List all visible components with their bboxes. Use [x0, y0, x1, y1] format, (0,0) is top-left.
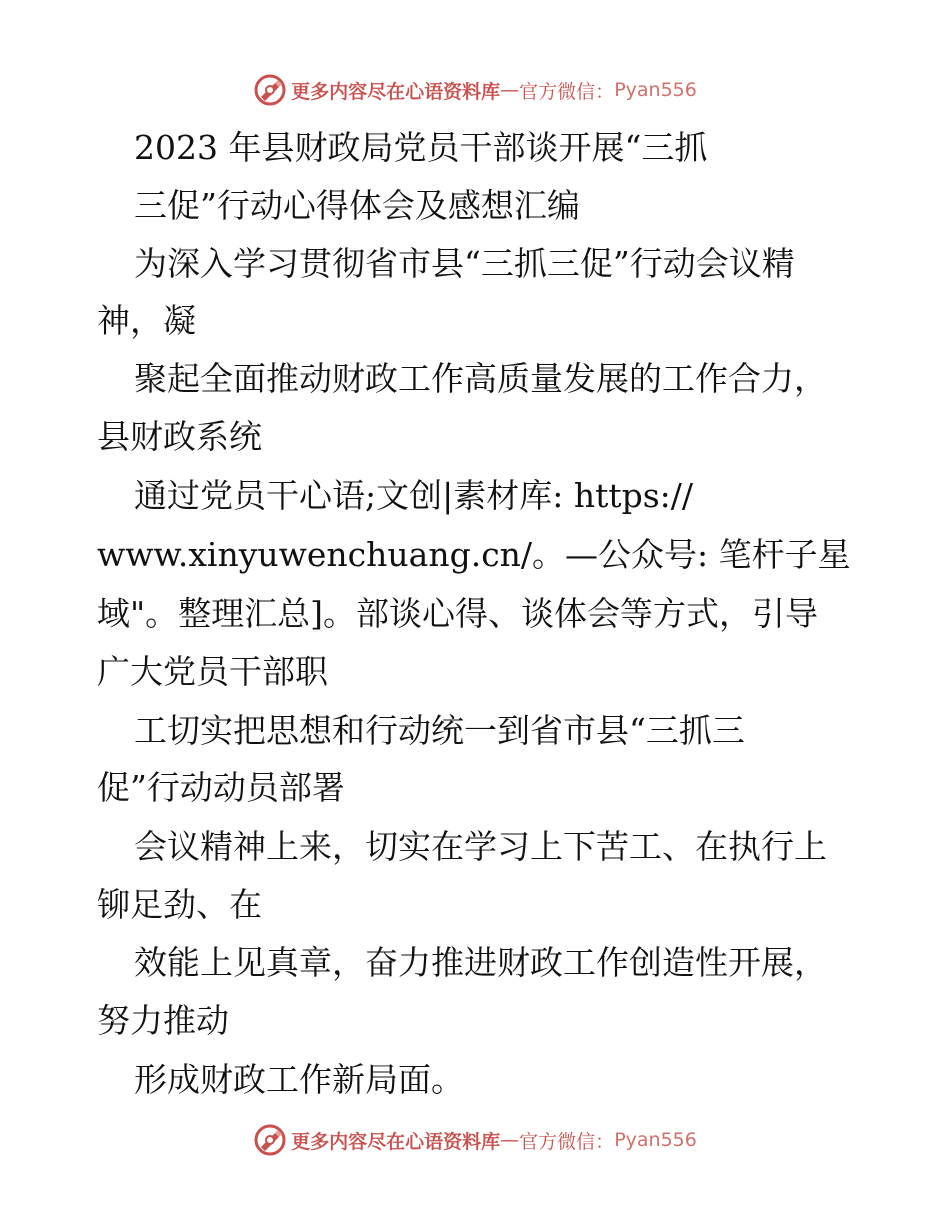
- body-line: 促”行动动员部署: [97, 768, 345, 807]
- document-title-line-1: 2023 年县财政局党员干部谈开展“三抓: [134, 128, 708, 167]
- logo-icon: [253, 73, 287, 107]
- body-line: www.xinyuwenchuang.cn/。—公众号: 笔杆子星: [97, 535, 851, 574]
- body-line: 县财政系统: [97, 417, 262, 456]
- banner-wechat-id: Pyan556: [614, 1129, 697, 1151]
- body-line: 广大党员干部职: [97, 652, 328, 691]
- banner-wechat-id: Pyan556: [614, 79, 697, 101]
- body-line: 通过党员干心语;文创|素材库: https://: [134, 476, 694, 515]
- body-line: 形成财政工作新局面。: [134, 1060, 464, 1099]
- header-banner: [0, 70, 950, 110]
- body-line: 为深入学习贯彻省市县“三抓三促”行动会议精: [134, 244, 795, 283]
- body-line: 工切实把思想和行动统一到省市县“三抓三: [134, 711, 745, 750]
- banner-main-text: 更多内容尽在心语资料库: [291, 80, 501, 103]
- body-line: 铆足劲、在: [97, 885, 262, 924]
- document-title-line-2: 三促”行动心得体会及感想汇编: [134, 186, 580, 225]
- body-line: 域"。整理汇总]。部谈心得、谈体会等方式，引导: [97, 594, 819, 633]
- banner-dash: —: [500, 79, 520, 101]
- body-line: 会议精神上来，切实在学习上下苦工、在执行上: [134, 827, 827, 866]
- body-line: 神，凝: [97, 301, 196, 340]
- banner-dash: —: [500, 1129, 520, 1151]
- footer-banner: [0, 1120, 950, 1160]
- logo-icon: [253, 1123, 287, 1157]
- banner-main-text: 更多内容尽在心语资料库: [291, 1130, 501, 1153]
- body-line: 效能上见真章，奋力推进财政工作创造性开展，: [134, 943, 827, 982]
- banner-wechat-label: 官方微信：: [519, 80, 615, 103]
- banner-wechat-label: 官方微信：: [519, 1130, 615, 1153]
- body-line: 聚起全面推动财政工作高质量发展的工作合力，: [134, 359, 827, 398]
- body-line: 努力推动: [97, 1001, 229, 1040]
